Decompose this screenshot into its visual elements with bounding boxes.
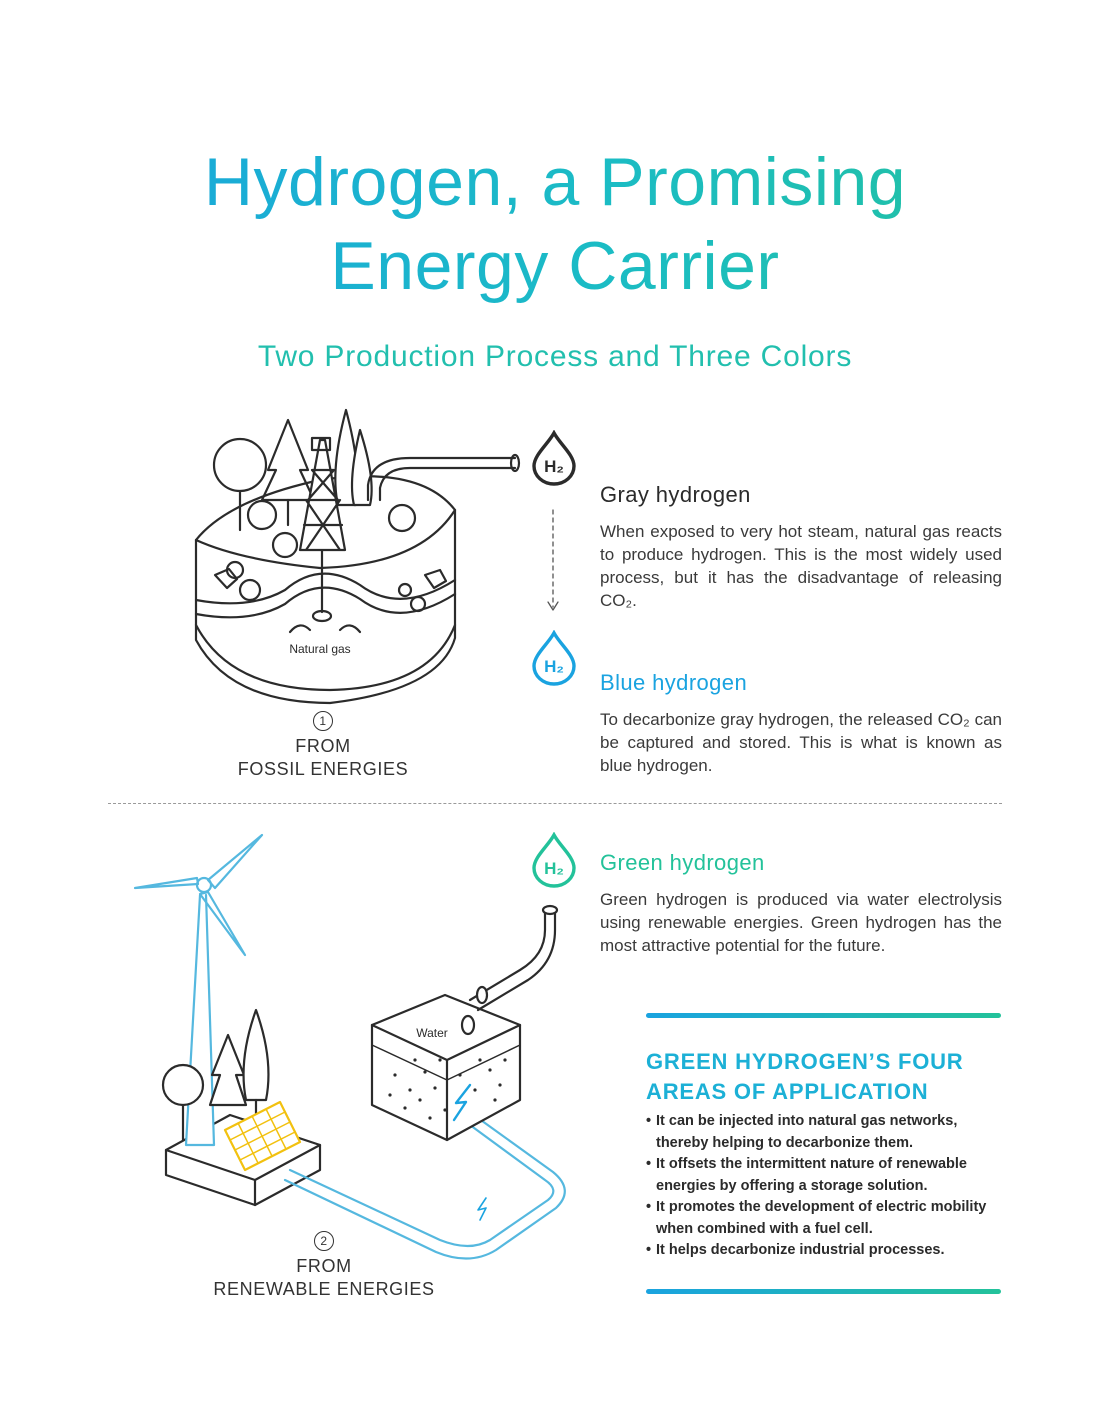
renewable-caption bbox=[200, 1228, 448, 1301]
applications-list bbox=[646, 1111, 1006, 1262]
hydrogen-drop-icon bbox=[530, 832, 578, 888]
step-number: 2 bbox=[314, 1231, 334, 1251]
caption-line-1: FROM bbox=[296, 1256, 352, 1276]
hydrogen-pipe-inlet bbox=[462, 1016, 474, 1034]
gray-hydrogen-text: When exposed to very hot steam, natural gas reacts to produce hydrogen. This is the most widely used process, but it has the disadvantage of releasing CO₂. bbox=[600, 522, 1002, 610]
section-divider bbox=[108, 803, 1002, 804]
list-item: • It can be injected into natural gas networks, thereby helping to decarbonize them. bbox=[646, 1111, 1006, 1154]
wind-turbine-blade bbox=[135, 878, 198, 888]
natural-gas-label: Natural gas bbox=[289, 642, 351, 656]
blue-hydrogen-title: Blue hydrogen bbox=[600, 670, 748, 695]
hydrogen-drop-icon bbox=[530, 430, 578, 486]
green-hydrogen-text: Green hydrogen is produced via water electrolysis using renewable energies. Green hydrogen has the most attractive potential for the future. bbox=[600, 890, 1002, 955]
fossil-illustration bbox=[196, 410, 519, 703]
bush bbox=[389, 505, 415, 531]
round-tree bbox=[163, 1065, 203, 1105]
h2-label: H₂ bbox=[544, 657, 564, 676]
water-label: Water bbox=[416, 1026, 448, 1040]
cypress-tree bbox=[244, 1010, 269, 1100]
hydrogen-pipe-end bbox=[543, 906, 557, 914]
title-line-1: Hydrogen, a Promising bbox=[203, 144, 907, 220]
list-item: • It helps decarbonize industrial processes. bbox=[646, 1240, 1006, 1262]
step-number: 1 bbox=[313, 711, 333, 731]
round-tree bbox=[214, 439, 266, 491]
caption-line-1: FROM bbox=[295, 736, 351, 756]
caption-line-2: FOSSIL ENERGIES bbox=[237, 759, 409, 779]
green-h2-badge bbox=[530, 832, 578, 893]
hydrogen-pipe bbox=[478, 910, 555, 1010]
applications-title-line-2: AREAS OF APPLICATION bbox=[646, 1079, 929, 1104]
blue-h2-badge bbox=[530, 630, 578, 691]
hydrogen-drop-icon bbox=[530, 630, 578, 686]
h2-label: H₂ bbox=[544, 457, 564, 476]
pine-tree bbox=[210, 1035, 246, 1105]
applications-title bbox=[646, 1047, 1006, 1107]
wind-turbine-blade bbox=[208, 835, 262, 888]
applications-top-bar bbox=[646, 1013, 1001, 1018]
cable-lightning-icon bbox=[478, 1198, 486, 1220]
bush bbox=[248, 501, 276, 529]
page-subtitle: Two Production Process and Three Colors bbox=[257, 340, 853, 373]
caption-line-2: RENEWABLE ENERGIES bbox=[213, 1279, 435, 1299]
list-item: • It offsets the intermittent nature of renewable energies by offering a storage solution. bbox=[646, 1154, 1006, 1197]
fossil-caption bbox=[223, 708, 423, 781]
list-item: • It promotes the development of electric mobility when combined with a fuel cell. bbox=[646, 1197, 1006, 1240]
applications-title-line-1: GREEN HYDROGEN’S FOUR bbox=[646, 1049, 964, 1074]
bush bbox=[273, 533, 297, 557]
gray-h2-badge bbox=[530, 430, 578, 491]
gray-hydrogen-title: Gray hydrogen bbox=[600, 482, 751, 507]
h2-label: H₂ bbox=[544, 859, 564, 878]
wind-turbine-tower bbox=[186, 895, 214, 1145]
renewable-illustration bbox=[135, 835, 565, 1259]
green-hydrogen-title: Green hydrogen bbox=[600, 850, 765, 875]
hydrogen-pipe-inlet bbox=[477, 987, 487, 1003]
title-line-2: Energy Carrier bbox=[330, 228, 780, 304]
blue-hydrogen-text: To decarbonize gray hydrogen, the released CO₂ can be captured and stored. This is what is known as blue hydrogen. bbox=[600, 710, 1002, 775]
applications-bottom-bar bbox=[646, 1289, 1001, 1294]
